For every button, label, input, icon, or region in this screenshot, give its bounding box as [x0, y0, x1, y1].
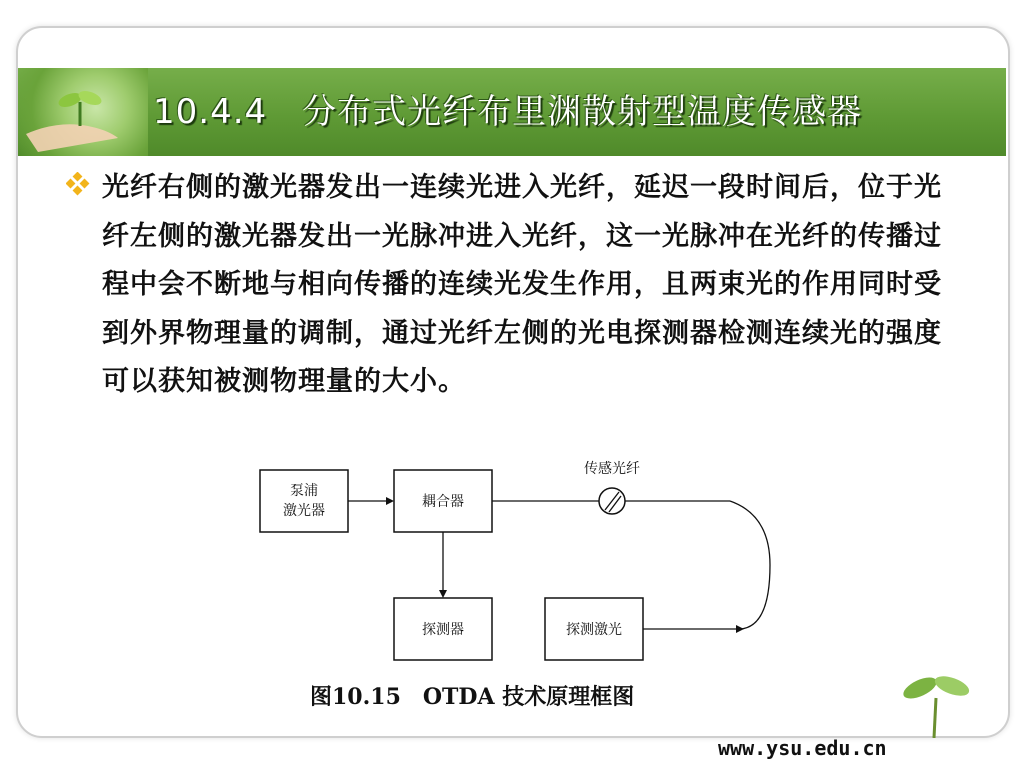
otda-block-diagram: [250, 455, 790, 675]
pump-laser-box: [260, 470, 348, 532]
detector-label: 探测器: [422, 622, 464, 638]
fiber-loop: [730, 501, 770, 629]
coupler-label: 耦合器: [422, 494, 464, 510]
diamond-bullet-icon: [66, 172, 90, 196]
probe-laser-label: 探测激光: [566, 622, 622, 638]
sprout-decoration-icon: [890, 668, 980, 738]
hand-sprout-image: [18, 68, 148, 156]
website-url: www.ysu.edu.cn: [718, 736, 887, 760]
figure-caption: 图10.15 OTDA 技术原理框图: [310, 684, 635, 710]
pump-laser-label-1: 泵浦: [290, 483, 318, 499]
slide-title: 10.4.4 分布式光纤布里渊散射型温度传感器: [153, 92, 863, 132]
fiber-label: 传感光纤: [584, 461, 640, 477]
body-paragraph: 光纤右侧的激光器发出一连续光进入光纤，延迟一段时间后，位于光纤左侧的激光器发出一光脉冲进入光纤，这一光脉冲在光纤的传播过程中会不断地与相向传播的连续光发生作用，且两束光的作用同时受到外界物理量的调制，通过光纤左侧的光电探测器检测连续光的强度可以获知被测物理量的大小。: [102, 172, 942, 397]
pump-laser-label-2: 激光器: [283, 503, 325, 519]
